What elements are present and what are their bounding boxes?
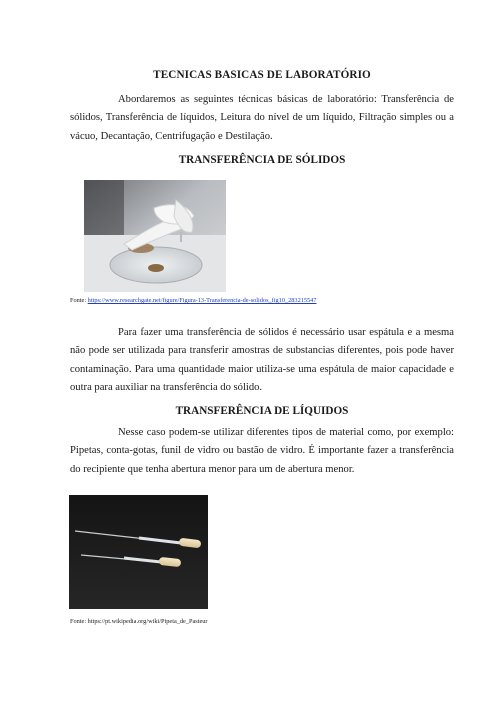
liquids-caption: Fonte: https://pt.wikipedia.org/wiki/Pipeta_de_Pasteur xyxy=(70,618,208,625)
liquids-heading: TRANSFERÊNCIA DE LÍQUIDOS xyxy=(175,405,349,417)
pipette-photo xyxy=(69,495,208,609)
solids-transfer-photo xyxy=(84,180,226,292)
solids-paragraph: Para fazer uma transferência de sólidos é necessário usar espátula e a mesma não pode ser utilizada para transferir amostras de substancias diferentes, pois pode haver contaminação. Para uma quantidade maior utiliza-se uma espátula de maior capacidade e outra para auxiliar na transferência do sólido. xyxy=(70,327,454,393)
solids-caption xyxy=(70,297,316,304)
solids-heading: TRANSFERÊNCIA DE SÓLIDOS xyxy=(178,154,346,166)
intro-paragraph: Abordaremos as seguintes técnicas básicas de laboratório: Transferência de sólidos, Transferência de líquidos, Leitura do nível de um líquido, Filtração simples ou a vácuo, Decantação, Centrifugação e Destilação. xyxy=(70,94,454,142)
solids-transfer-image xyxy=(84,180,226,292)
solids-source-link[interactable]: https://www.researchgate.net/figure/Figura-13-Transferencia-de-solidos_fig10_283215547 xyxy=(87,297,317,304)
pipette-image xyxy=(69,495,208,609)
liquids-paragraph: Nesse caso podem-se utilizar diferentes tipos de material como, por exemplo: Pipetas, conta-gotas, funil de vidro ou bastão de vidro. É importante fazer a transferência do recipiente que tenha abertura menor para um de abertura menor. xyxy=(70,427,454,475)
page-title: TECNICAS BASICAS DE LABORATÓRIO xyxy=(153,69,371,81)
solids-caption-prefix: Fonte: xyxy=(70,297,88,304)
